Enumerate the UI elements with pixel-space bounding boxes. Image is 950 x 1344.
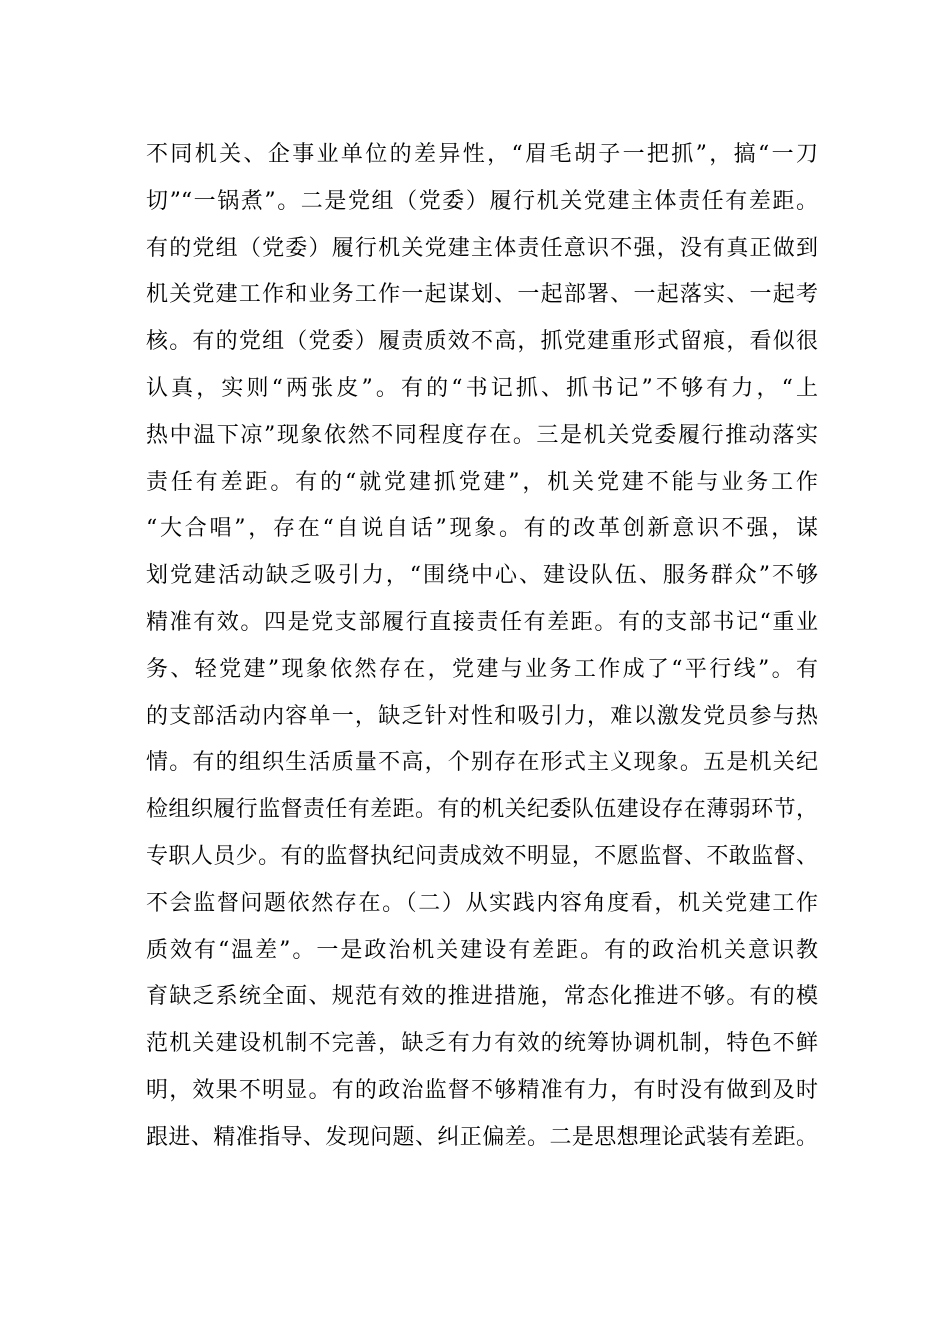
text-line: “大合唱”，存在“自说自话”现象。有的改革创新意识不强，谋 (146, 516, 818, 542)
text-line: 不会监督问题依然存在。（二）从实践内容角度看，机关党建工作 (146, 890, 818, 916)
text-line: 认真，实则“两张皮”。有的“书记抓、抓书记”不够有力，“上 (146, 375, 818, 401)
text-line: 务、轻党建”现象依然存在，党建与业务工作成了“平行线”。有 (146, 656, 818, 682)
text-line: 育缺乏系统全面、规范有效的推进措施，常态化推进不够。有的模 (146, 984, 818, 1010)
text-line: 划党建活动缺乏吸引力，“围绕中心、建设队伍、服务群众”不够 (146, 563, 818, 589)
text-line: 有的党组（党委）履行机关党建主体责任意识不强，没有真正做到 (146, 235, 818, 261)
text-line: 检组织履行监督责任有差距。有的机关纪委队伍建设存在薄弱环节， (146, 797, 818, 823)
text-line: 热中温下凉”现象依然不同程度存在。三是机关党委履行推动落实 (146, 422, 818, 448)
text-line: 核。有的党组（党委）履责质效不高，抓党建重形式留痕，看似很 (146, 329, 818, 355)
text-line: 机关党建工作和业务工作一起谋划、一起部署、一起落实、一起考 (146, 282, 818, 308)
text-line: 情。有的组织生活质量不高，个别存在形式主义现象。五是机关纪 (146, 750, 818, 776)
body-text (146, 132, 818, 1162)
text-line: 范机关建设机制不完善，缺乏有力有效的统筹协调机制，特色不鲜 (146, 1031, 818, 1057)
text-line: 精准有效。四是党支部履行直接责任有差距。有的支部书记“重业 (146, 609, 818, 635)
text-line: 质效有“温差”。一是政治机关建设有差距。有的政治机关意识教 (146, 937, 818, 963)
text-line: 专职人员少。有的监督执纪问责成效不明显，不愿监督、不敢监督、 (146, 843, 818, 869)
text-line: 明，效果不明显。有的政治监督不够精准有力，有时没有做到及时 (146, 1077, 818, 1103)
text-line: 的支部活动内容单一，缺乏针对性和吸引力，难以激发党员参与热 (146, 703, 818, 729)
text-line: 不同机关、企事业单位的差异性，“眉毛胡子一把抓”，搞“一刀 (146, 142, 818, 167)
text-line: 责任有差距。有的“就党建抓党建”，机关党建不能与业务工作 (146, 469, 818, 495)
text-line: 跟进、精准指导、发现问题、纠正偏差。二是思想理论武装有差距。 (146, 1124, 818, 1150)
text-line: 切”“一锅煮”。二是党组（党委）履行机关党建主体责任有差距。 (146, 188, 818, 214)
